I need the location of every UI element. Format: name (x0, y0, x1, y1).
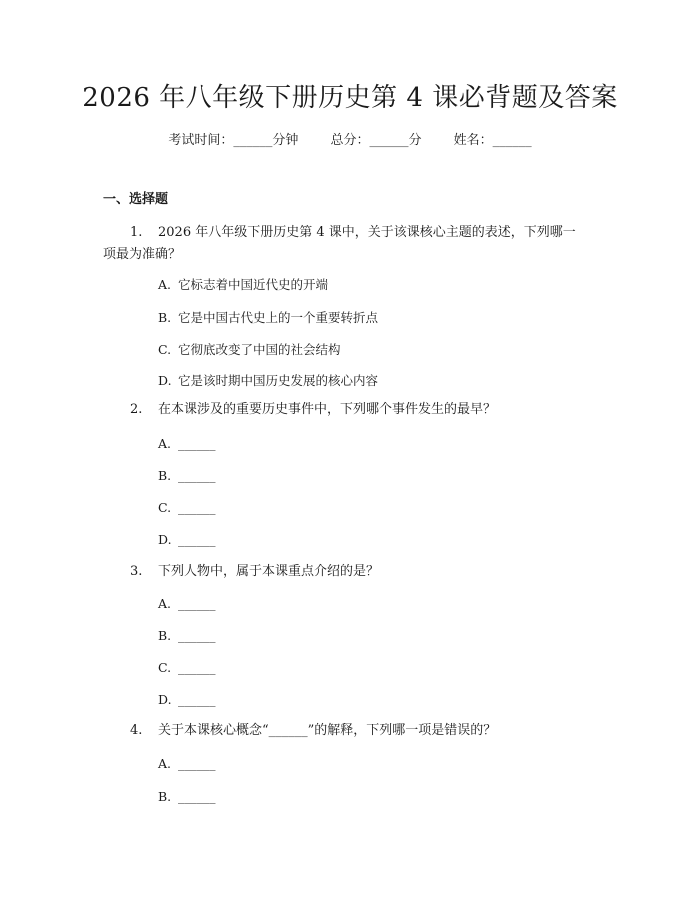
total-score-label: 总分：______分 (330, 133, 422, 148)
option-text: 它彻底改变了中国的社会结构 (178, 342, 341, 357)
option-text: ______ (178, 596, 216, 611)
question-3 (130, 560, 379, 584)
option-label: A. (158, 436, 172, 451)
question-text: 在本课涉及的重要历史事件中，下列哪个事件发生的最早？ (158, 402, 497, 417)
option-text: ______ (178, 468, 216, 483)
question-2 (130, 398, 496, 422)
option-2a (158, 435, 216, 453)
option-text: ______ (178, 628, 216, 643)
option-3b (158, 627, 216, 645)
option-4b (158, 788, 216, 806)
question-1-line-2: 项最为准确？ (103, 247, 182, 262)
option-label: D. (158, 532, 172, 547)
question-number: 2. (130, 402, 143, 417)
question-text: 关于本课核心概念“______”的解释，下列哪一项是错误的？ (158, 723, 497, 738)
question-number: 4. (130, 723, 143, 738)
section-heading: 一、选择题 (103, 192, 169, 207)
option-text: 它是该时期中国历史发展的核心内容 (178, 373, 379, 388)
question-text: 下列人物中，属于本课重点介绍的是？ (158, 564, 380, 579)
option-text: ______ (178, 436, 216, 451)
question-text: 2026 年八年级下册历史第 4 课中，关于该课核心主题的表述，下列哪一 (158, 225, 576, 240)
option-text: ______ (178, 500, 216, 515)
page-title: 2026 年八年级下册历史第 4 课必背题及答案 (82, 83, 618, 113)
option-text: 它是中国古代史上的一个重要转折点 (178, 310, 379, 325)
option-label: B. (158, 310, 172, 325)
option-3c (158, 659, 216, 677)
option-label: A. (158, 277, 172, 292)
option-text: ______ (178, 660, 216, 675)
option-text: ______ (178, 692, 216, 707)
option-1b (158, 309, 378, 327)
option-1a (158, 276, 328, 294)
option-label: C. (158, 342, 172, 357)
question-number: 3. (130, 564, 143, 579)
option-2b (158, 467, 216, 485)
option-text: ______ (178, 789, 216, 804)
option-1d (158, 372, 378, 390)
option-text: 它标志着中国近代史的开端 (178, 277, 329, 292)
option-4a (158, 755, 216, 773)
question-4 (130, 719, 496, 743)
exam-time-label: 考试时间：______分钟 (168, 133, 299, 148)
exam-meta (0, 132, 700, 150)
option-2d (158, 531, 216, 549)
question-number: 1. (130, 225, 143, 240)
name-field-label: 姓名：______ (453, 133, 532, 148)
option-label: C. (158, 660, 172, 675)
option-label: A. (158, 756, 172, 771)
option-label: D. (158, 373, 172, 388)
option-3a (158, 595, 216, 613)
option-3d (158, 691, 216, 709)
option-label: C. (158, 500, 172, 515)
option-1c (158, 341, 341, 359)
option-label: B. (158, 789, 172, 804)
option-label: D. (158, 692, 172, 707)
option-2c (158, 499, 216, 517)
question-1-line-1 (130, 221, 576, 245)
option-label: A. (158, 596, 172, 611)
option-label: B. (158, 628, 172, 643)
option-label: B. (158, 468, 172, 483)
option-text: ______ (178, 532, 216, 547)
option-text: ______ (178, 756, 216, 771)
